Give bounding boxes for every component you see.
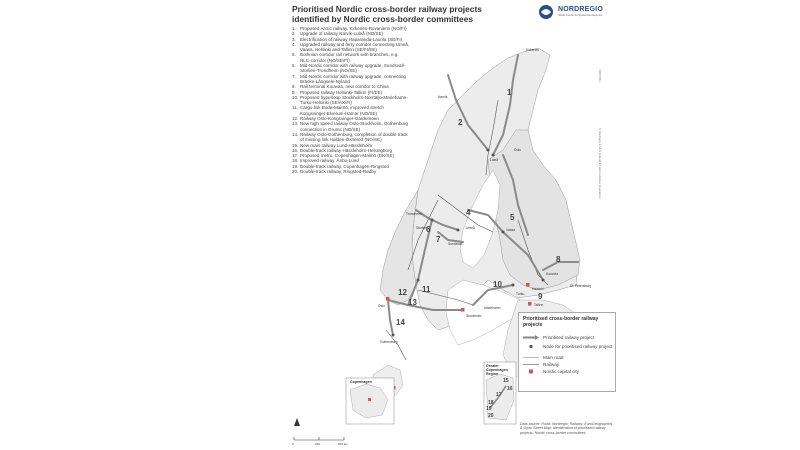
legend-item-node	[523, 344, 612, 349]
route-number-label: 10	[493, 280, 502, 289]
route-number-label: 4	[466, 208, 471, 217]
project-number: 6.	[292, 63, 296, 69]
city-label: Storlien	[416, 226, 428, 230]
project-text: Double-track railway, Copenhagen-Ringsted	[300, 163, 389, 169]
route-number-label: 14	[396, 318, 405, 327]
city-label: Mariehamn	[484, 306, 501, 310]
project-number: 12.	[292, 116, 299, 122]
project-text: Railway Oslo-Kongsvinger-Gardemoen	[300, 116, 379, 122]
route-number-label: 2	[458, 118, 463, 127]
city-label: Tallinn	[534, 303, 544, 307]
capital-icon	[523, 369, 539, 374]
scalebar-label-0: 0	[292, 442, 294, 446]
project-text: Cargo link Bodø-Malmö, improved stretch Kongsvinger-Elverum-Hamar (NO/SE)	[300, 105, 384, 116]
side-code: NR01564	[598, 70, 602, 82]
city-label: Sundsvall	[448, 242, 463, 246]
project-text: Rail terminal Kouvola, new corridor to China	[300, 84, 389, 90]
node	[487, 149, 490, 152]
legend-item-railway	[523, 362, 559, 367]
inset-title: Greater Copenhagen Region	[486, 364, 508, 376]
route-number-label: 13	[408, 298, 417, 307]
route-number-label: 11	[422, 285, 431, 294]
capital-oslo	[386, 297, 390, 301]
project-number: 14.	[292, 131, 299, 137]
project-number: 17.	[292, 153, 299, 159]
project-number: 2.	[292, 31, 296, 37]
route-number-label: 5	[510, 213, 515, 222]
map-page	[288, 0, 616, 450]
legend-item-project	[523, 335, 594, 340]
inset-route-number: 20	[488, 413, 494, 419]
project-number: 16.	[292, 147, 299, 153]
project-number: 15.	[292, 142, 299, 148]
city-label: Kouvola	[546, 272, 558, 276]
inset-route-number: 18	[488, 400, 494, 406]
route-number-label: 12	[398, 288, 407, 297]
node	[417, 279, 420, 282]
project-number: 18.	[292, 158, 299, 164]
project-text: Proposed Arctic railway, Kirkenes-Rovaniemi (NO/FI)	[300, 26, 407, 31]
node	[457, 229, 460, 232]
side-credit: © Nordregio & NLS Finland for administrative boundaries	[598, 128, 602, 199]
route-14	[388, 300, 393, 335]
node	[392, 334, 395, 337]
inset-route-number: 17	[496, 392, 502, 398]
inset-route-number: 15	[503, 378, 509, 384]
legend	[518, 312, 616, 392]
project-text: New high speed railway Oslo-Stockholm, Gothenburg connection in Grums (NO/SE)	[300, 121, 408, 132]
project-number: 10.	[292, 94, 299, 100]
project-text: New main railway Lund-Hässleholm	[300, 142, 373, 148]
railway-line	[386, 330, 406, 360]
project-text: Upgraded railway and ferry corridor connecting Umeå, Vaasa, Helsinki and Tallinn (SE/FI/EE)	[300, 41, 410, 53]
project-text: Improved railway, Ånbo-Lund	[300, 158, 359, 164]
scalebar-label-500: 500 km	[338, 442, 348, 446]
node	[431, 219, 434, 222]
scalebar	[294, 437, 344, 440]
node-icon	[523, 344, 539, 349]
project-text: Proposed metro, Copenhagen-Malmö (DK/SE)	[300, 153, 395, 159]
legend-label: Nordic capital city	[543, 369, 579, 374]
city-label: Narvik	[438, 95, 448, 99]
legend-title: Prioritised cross-border railway projects	[523, 316, 599, 328]
route-number-label: 1	[507, 88, 512, 97]
project-number: 1.	[292, 26, 296, 31]
project-text: Railway Oslo-Gothenburg, completion of double track of missing link Halden-Öxnered (NO/SE)	[300, 131, 408, 143]
city-label: Luleå	[490, 158, 499, 162]
legend-label: Prioritised railway project	[543, 335, 595, 340]
legend-item-capital	[523, 369, 579, 374]
project-text: Proposed hyperloop Stockholm-Norrtälje-Mariehamn-Turku-Helsinki (SE/AX/FI)	[300, 94, 408, 106]
railway-icon	[523, 362, 539, 367]
project-text: Upgrade of railway Narvik-Luleå (NO/SE)	[300, 31, 384, 37]
route-number-label: 7	[436, 235, 441, 244]
data-source: Data source: Road: Nordregio; Railway: EuroGeographics & Open Street Map; Identification of prioritised railway projects: Nordic cross-border committees	[520, 422, 613, 435]
project-number: 20.	[292, 169, 299, 175]
project-number: 8.	[292, 84, 296, 90]
project-number: 9.	[292, 89, 296, 95]
project-number: 4.	[292, 41, 296, 47]
project-text: Double-track railway, Ringsted-Rødby	[300, 169, 377, 175]
city-label: Vaasa	[506, 228, 516, 232]
legend-item-road	[523, 355, 563, 360]
project-text: Bothnian corridor rail network with branches, e.g. NLC-corridor (NO/SE/FI)	[300, 52, 399, 63]
legend-label: Node for prioritised railway project	[543, 344, 613, 349]
project-number: 3.	[292, 36, 296, 42]
project-number: 13.	[292, 121, 299, 127]
city-label: St. Petersburg	[570, 284, 592, 288]
logo-name: NORDREGIO	[558, 6, 603, 13]
legend-label: Main road	[543, 355, 564, 360]
route-number-label: 6	[426, 225, 431, 234]
project-icon	[523, 335, 539, 340]
city-label: Helsinki	[532, 287, 544, 291]
capital-tallinn	[528, 302, 532, 306]
node	[542, 279, 545, 282]
map-title: Prioritised Nordic cross-border railway projects identified by Nordic cross-border committees	[292, 4, 482, 24]
inset-route-number: 16	[507, 386, 513, 392]
capital-helsinki	[526, 283, 530, 287]
route-number-label: 8	[556, 255, 561, 264]
inset-small-label: Copenhagen	[350, 380, 372, 384]
city-label: Kirkenes	[526, 48, 539, 52]
logo-tagline: Nordic Centre for Spatial Development	[558, 14, 603, 17]
project-number: 19.	[292, 163, 299, 169]
city-label: Turku	[516, 292, 525, 296]
project-number: 11.	[292, 105, 298, 111]
north-arrow-icon	[294, 418, 300, 426]
city-label: Oslo	[378, 304, 385, 308]
city-label: Gothenburg	[380, 340, 398, 344]
capital-copenhagen-inset	[368, 398, 371, 401]
project-text: Electrification of railway Haparanda-Laurila (SE/FI)	[300, 36, 403, 42]
city-label: Stockholm	[466, 314, 482, 318]
route-number-label: 9	[538, 292, 543, 301]
node	[502, 231, 505, 234]
inset-route-number: 19	[486, 406, 492, 412]
project-number: 7.	[292, 73, 296, 79]
capital-stockholm	[461, 308, 465, 312]
project-text: Proposed railway Helsinki-Tallinn (FI/EE)	[300, 89, 383, 95]
city-label: Oulu	[514, 148, 521, 152]
project-text: Double-track railway Hässleholm-Helsingborg	[300, 147, 392, 153]
node	[492, 154, 495, 157]
project-text: Mid-Nordic corridor with railway upgrade, Sundsvall-Storlien-Trondheim (NO/SE)	[300, 63, 406, 74]
scalebar-label-250: 250	[315, 442, 321, 446]
project-number: 5.	[292, 52, 296, 58]
city-label: Trondheim	[406, 212, 422, 216]
city-label: Umeå	[466, 226, 475, 230]
road-icon	[523, 355, 539, 360]
node	[512, 284, 515, 287]
legend-label: Railway	[543, 362, 560, 367]
project-text: Mid-Nordic corridor with railway upgrade, connecting Bräcke-Långsele-Nyland	[300, 73, 406, 84]
